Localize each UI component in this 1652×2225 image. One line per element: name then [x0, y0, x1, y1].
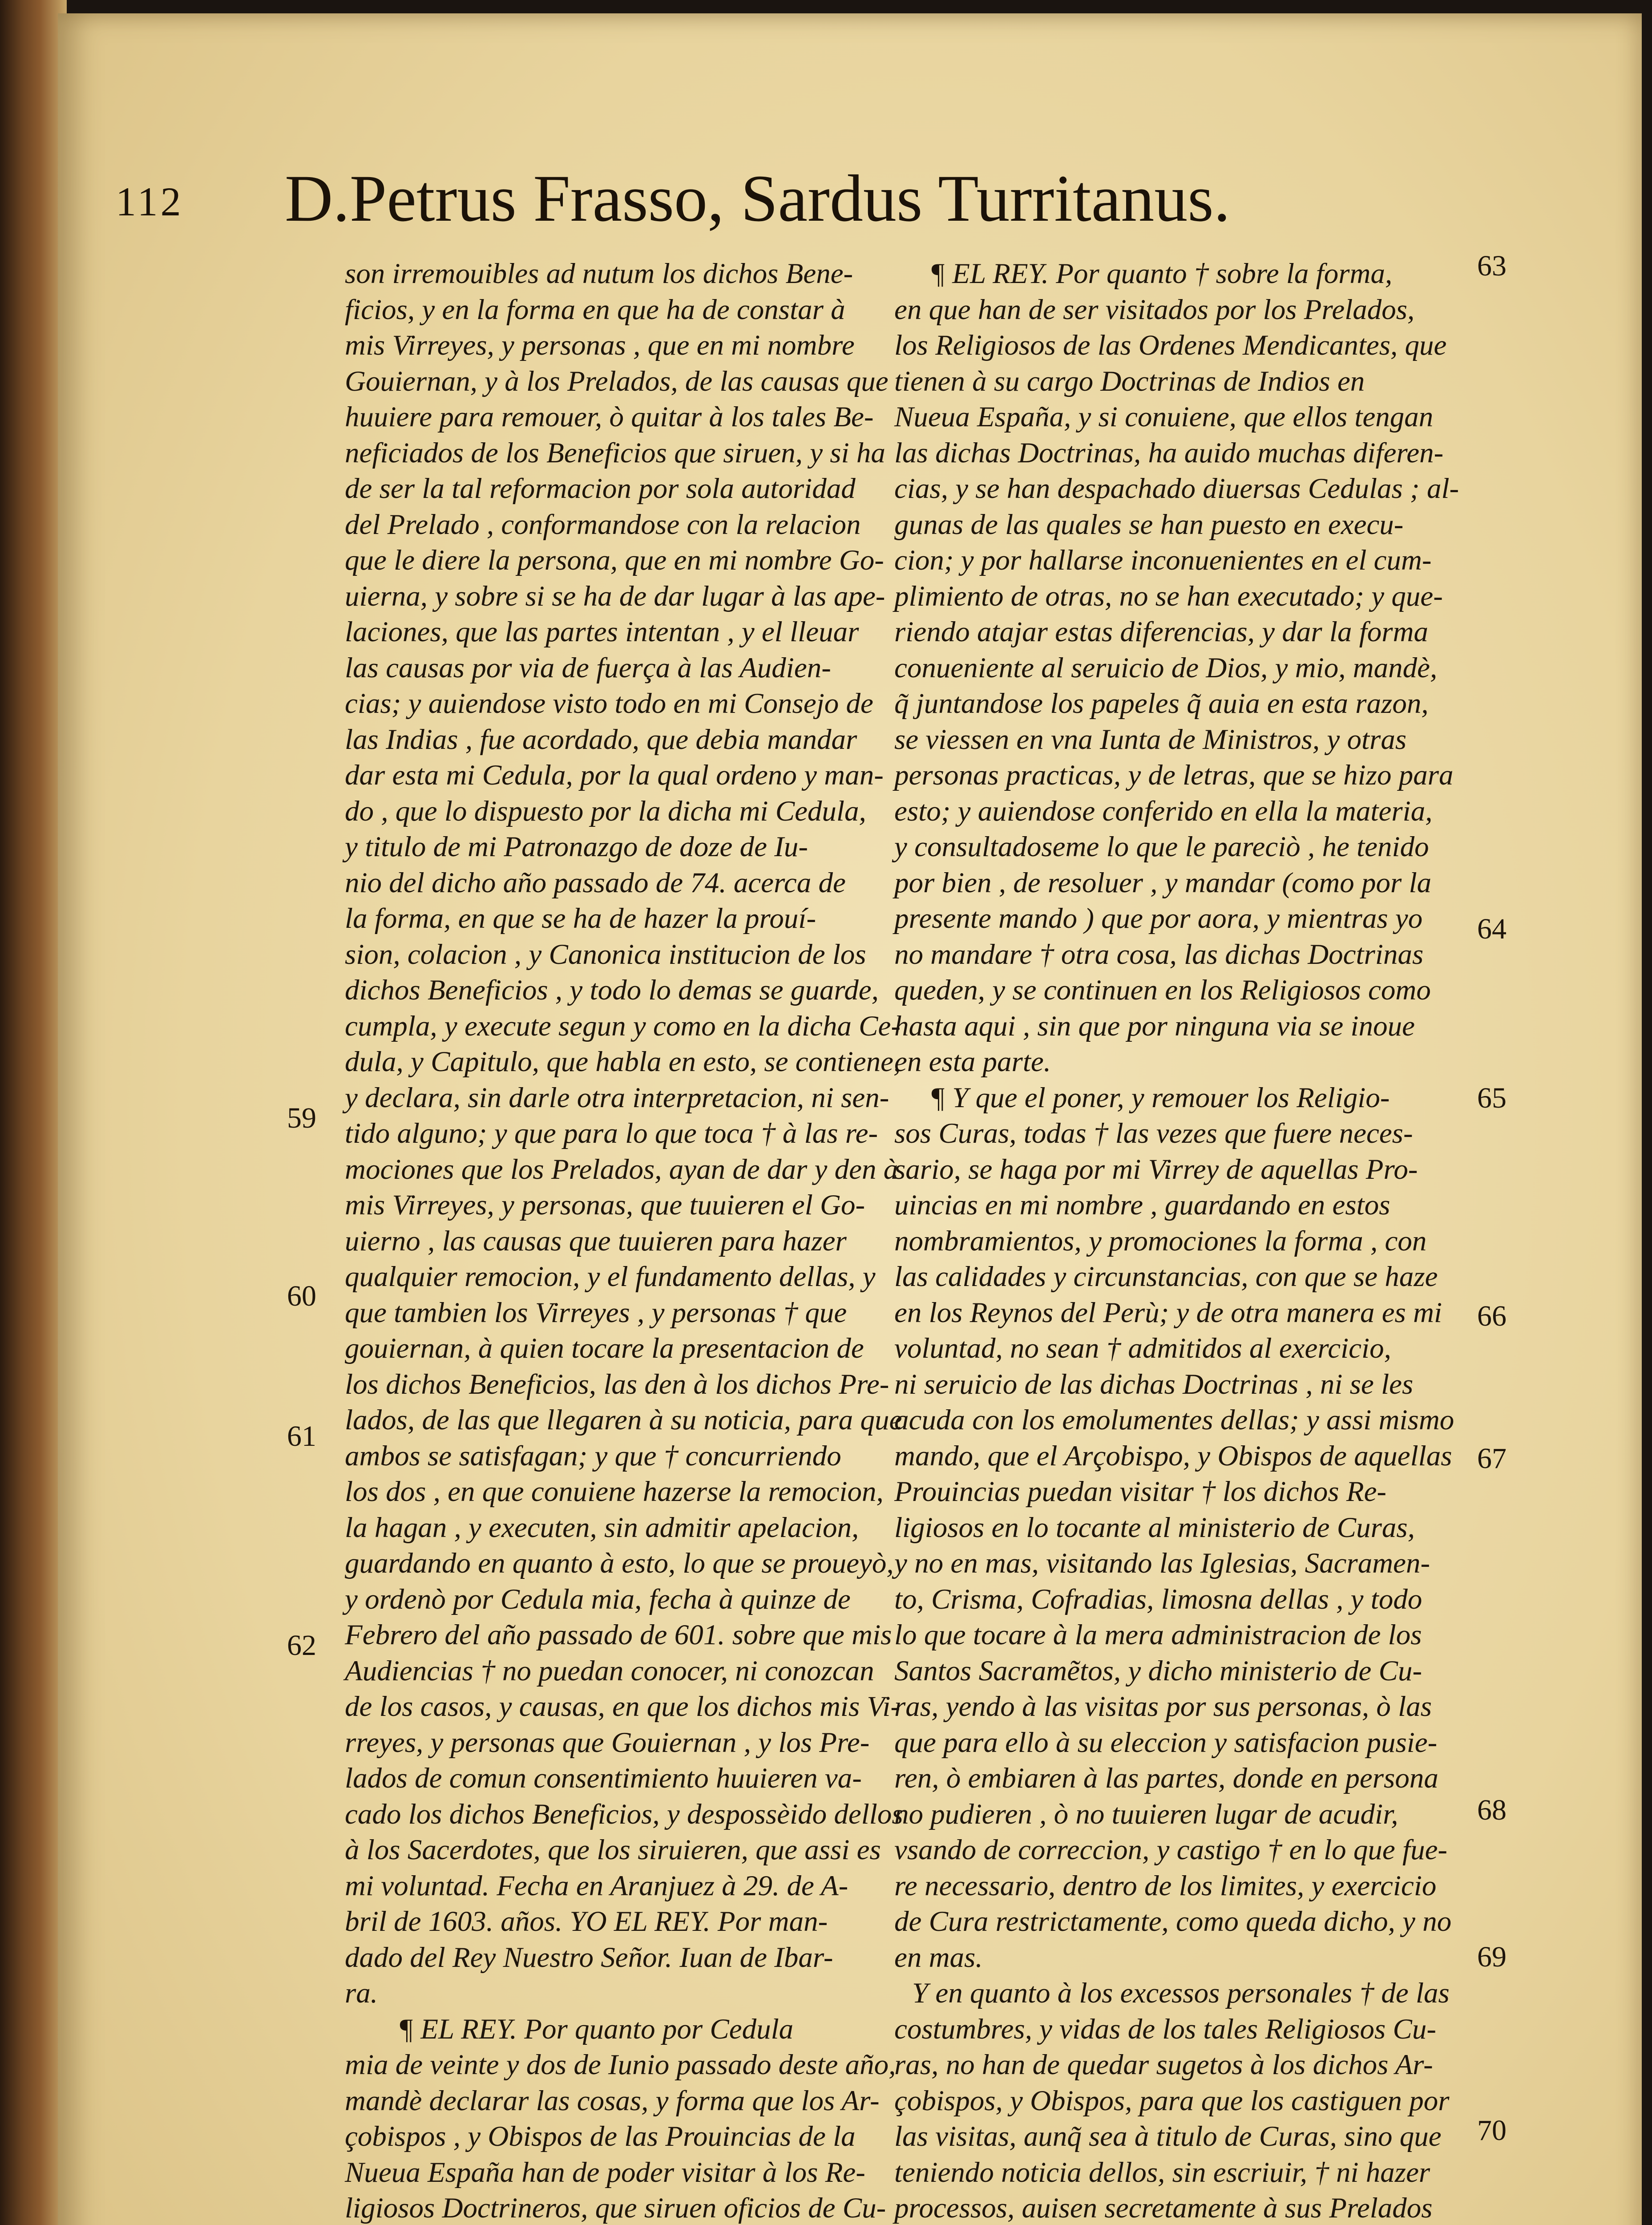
text-line: Prouincias puedan visitar † los dichos Re-: [894, 1476, 1387, 1508]
text-line: cado los dichos Beneficios, y despossèido dellos: [345, 1798, 903, 1830]
margin-number-70: 70: [1477, 2114, 1507, 2147]
text-line: huuiere para remouer, ò quitar à los tales Be-: [345, 401, 874, 433]
text-line: costumbres, y vidas de los tales Religiosos Cu-: [894, 2013, 1437, 2045]
text-line: y no en mas, visitando las Iglesias, Sacramen-: [894, 1547, 1430, 1579]
text-line: en que han de ser visitados por los Prelados,: [894, 293, 1415, 326]
text-line: laciones, que las partes intentan , y el lleuar: [345, 616, 859, 648]
margin-number-68: 68: [1477, 1794, 1507, 1826]
margin-number-65: 65: [1477, 1082, 1507, 1114]
text-line: por bien , de resoluer , y mandar (como por la: [894, 866, 1432, 899]
text-line: y titulo de mi Patronazgo de doze de Iu-: [345, 831, 808, 863]
text-line: ligiosos en lo tocante al ministerio de Curas,: [894, 1511, 1415, 1544]
margin-number-66: 66: [1477, 1300, 1507, 1332]
text-line: y declara, sin darle otra interpretacion, ni sen-: [345, 1081, 889, 1114]
text-line: nombramientos, y promociones la forma , con: [894, 1225, 1427, 1257]
margin-number-64: 64: [1477, 913, 1507, 945]
text-line: ¶ EL REY. Por quanto † sobre la forma,: [930, 258, 1393, 290]
text-line: to, Crisma, Cofradias, limosna dellas , y todo: [894, 1583, 1422, 1615]
text-line: sos Curas, todas † las vezes que fuere neces-: [894, 1117, 1413, 1149]
text-line: Gouiernan, y à los Prelados, de las causas que: [345, 365, 889, 397]
text-line: y consultadoseme lo que le pareciò , he tenido: [894, 831, 1429, 863]
text-line: presente mando ) que por aora, y mientras yo: [894, 902, 1423, 934]
text-line: riendo atajar estas diferencias, y dar la forma: [894, 616, 1429, 648]
text-line: y ordenò por Cedula mia, fecha à quinze de: [345, 1583, 851, 1615]
text-line: de Cura restrictamente, como queda dicho, y no: [894, 1905, 1452, 1938]
text-line: las visitas, aunq̃ sea à titulo de Curas, sino que: [894, 2120, 1442, 2152]
text-line: Audiencias † no puedan conocer, ni conozcan: [345, 1655, 874, 1687]
text-line: no pudieren , ò no tuuieren lugar de acudir,: [894, 1798, 1398, 1830]
margin-number-67: 67: [1477, 1442, 1507, 1475]
text-line: plimiento de otras, no se han executado; y que-: [894, 580, 1443, 612]
text-line: del Prelado , conformandose con la relacion: [345, 508, 861, 541]
text-line: mociones que los Prelados, ayan de dar y den à: [345, 1153, 898, 1185]
text-line: en mas.: [894, 1941, 983, 1974]
text-line: mis Virreyes, y personas , que en mi nombre: [345, 329, 855, 361]
text-line: gunas de las quales se han puesto en execu-: [894, 508, 1404, 541]
text-line: ligiosos Doctrineros, que siruen oficios de Cu-: [345, 2192, 886, 2224]
text-line: queden, y se continuen en los Religiosos como: [894, 974, 1431, 1006]
text-line: de los casos, y causas, en que los dichos mis Vi-: [345, 1691, 901, 1723]
text-line: personas practicas, y de letras, que se hizo para: [894, 759, 1454, 791]
text-line: esto; y auiendose conferido en ella la materia,: [894, 795, 1433, 827]
text-line: dado del Rey Nuestro Señor. Iuan de Ibar-: [345, 1941, 833, 1974]
text-line: la forma, en que se ha de hazer la prouí-: [345, 902, 816, 934]
text-line: hasta aqui , sin que por ninguna via se inoue: [894, 1010, 1415, 1042]
text-line: lados de comun consentimiento huuieren va-: [345, 1762, 862, 1794]
text-line: lo que tocare à la mera administracion de los: [894, 1619, 1422, 1651]
text-line: las dichas Doctrinas, ha auido muchas diferen-: [894, 437, 1444, 469]
text-line: los Religiosos de las Ordenes Mendicantes, que: [894, 329, 1447, 361]
text-line: no mandare † otra cosa, las dichas Doctrinas: [894, 938, 1424, 971]
text-line: ni seruicio de las dichas Doctrinas , ni se les: [894, 1368, 1414, 1400]
text-line: mi voluntad. Fecha en Aranjuez à 29. de A-: [345, 1869, 848, 1902]
text-line: los dos , en que conuiene hazerse la remocion,: [345, 1476, 884, 1508]
text-line: mandè declarar las cosas, y forma que los Ar-: [345, 2084, 880, 2117]
text-line: guardando en quanto à esto, lo que se proueyò,: [345, 1547, 894, 1579]
text-line: rreyes, y personas que Gouiernan , y los Pre-: [345, 1726, 870, 1759]
text-line: neficiados de los Beneficios que siruen, y si ha: [345, 437, 885, 469]
margin-number-63: 63: [1477, 250, 1507, 282]
text-line: las causas por via de fuerça à las Audien-: [345, 651, 831, 684]
text-line: voluntad, no sean † admitidos al exercicio,: [894, 1332, 1391, 1364]
text-line: que para ello à su eleccion y satisfacion pusie-: [894, 1726, 1438, 1759]
text-line: çobispos, y Obispos, para que los castiguen por: [894, 2084, 1450, 2117]
text-line: lados, de las que llegaren à su noticia, para que: [345, 1404, 902, 1436]
text-line: re necessario, dentro de los limites, y exercicio: [894, 1869, 1437, 1902]
text-line: la hagan , y executen, sin admitir apelacion,: [345, 1511, 859, 1544]
text-line: que tambien los Virreyes , y personas † que: [345, 1296, 847, 1329]
text-line: que le diere la persona, que en mi nombre Go-: [345, 544, 884, 576]
margin-number-59: 59: [287, 1102, 316, 1134]
text-line: ras, no han de quedar sugetos à los dichos Ar-: [894, 2049, 1433, 2081]
text-line: teniendo noticia dellos, sin escriuir, † ni hazer: [894, 2156, 1430, 2189]
text-line: q̃ juntandose los papeles q̃ auia en esta razon,: [894, 688, 1429, 720]
book-spine: [0, 0, 67, 2225]
text-line: Nueua España, y si conuiene, que ellos tengan: [894, 401, 1434, 433]
text-line: las Indias , fue acordado, que debia mandar: [345, 723, 857, 756]
text-line: acuda con los emolumentes dellas; y assi mismo: [894, 1404, 1454, 1436]
text-line: sario, se haga por mi Virrey de aquellas Pro-: [894, 1153, 1418, 1185]
text-line: dar esta mi Cedula, por la qual ordeno y man-: [345, 759, 884, 791]
text-line: vsando de correccion, y castigo † en lo que fue-: [894, 1834, 1448, 1866]
text-line: nio del dicho año passado de 74. acerca de: [345, 866, 846, 899]
text-line: cion; y por hallarse inconuenientes en el cum-: [894, 544, 1432, 576]
text-line: ficios, y en la forma en que ha de constar à: [345, 293, 845, 326]
page-number: 112: [116, 179, 184, 224]
text-line: çobispos , y Obispos de las Prouincias de la: [345, 2120, 856, 2152]
margin-number-61: 61: [287, 1420, 316, 1452]
text-line: sion, colacion , y Canonica institucion de los: [345, 938, 866, 971]
right-text-column: [894, 256, 1459, 2225]
text-line: mis Virreyes, y personas, que tuuieren el Go-: [345, 1189, 865, 1221]
text-line: en los Reynos del Perù; y de otra manera es mi: [894, 1296, 1442, 1329]
text-line: ras, yendo à las visitas por sus personas, ò las: [894, 1691, 1432, 1723]
text-line: Febrero del año passado de 601. sobre que mis: [345, 1619, 892, 1651]
text-line: ¶ EL REY. Por quanto por Cedula: [398, 2013, 794, 2045]
running-head: D.Petrus Frasso, Sardus Turritanus.: [285, 162, 1231, 235]
text-line: dula, y Capitulo, que habla en esto, se contiene,: [345, 1046, 901, 1078]
text-line: conueniente al seruicio de Dios, y mio, mandè,: [894, 651, 1438, 684]
text-line: cias; y auiendose visto todo en mi Consejo de: [345, 688, 873, 720]
text-line: mando, que el Arçobispo, y Obispos de aquellas: [894, 1440, 1452, 1472]
text-line: dichos Beneficios , y todo lo demas se guarde,: [345, 974, 879, 1006]
left-text-column: [345, 256, 903, 2225]
text-line: los dichos Beneficios, las den à los dichos Pre-: [345, 1368, 889, 1400]
text-line: de ser la tal reformacion por sola autoridad: [345, 473, 856, 505]
text-line: tienen à su cargo Doctrinas de Indios en: [894, 365, 1365, 397]
page-header: [116, 160, 1450, 249]
text-line: se viessen en vna Iunta de Ministros, y otras: [894, 723, 1407, 756]
text-line: ren, ò embiaren à las partes, donde en persona: [894, 1762, 1438, 1794]
margin-number-69: 69: [1477, 1941, 1507, 1973]
text-line: son irremouibles ad nutum los dichos Bene-: [345, 258, 853, 290]
text-line: processos, auisen secretamente à sus Prelados: [894, 2192, 1433, 2224]
text-line: Nueua España han de poder visitar à los Re-: [345, 2156, 865, 2189]
text-line: uierno , las causas que tuuieren para hazer: [345, 1225, 847, 1257]
text-line: en esta parte.: [894, 1046, 1051, 1078]
text-line: tido alguno; y que para lo que toca † à las re-: [345, 1117, 878, 1149]
text-line: uierna, y sobre si se ha de dar lugar à las ape-: [345, 580, 885, 612]
text-line: uincias en mi nombre , guardando en estos: [894, 1189, 1390, 1221]
text-line: mia de veinte y dos de Iunio passado deste año,: [345, 2049, 896, 2081]
text-line: bril de 1603. años. YO EL REY. Por man-: [345, 1905, 828, 1938]
text-line: ambos se satisfagan; y que † concurriendo: [345, 1440, 841, 1472]
text-line: gouiernan, à quien tocare la presentacion de: [345, 1332, 864, 1364]
margin-number-60: 60: [287, 1280, 316, 1312]
text-line: Santos Sacramẽtos, y dicho ministerio de Cu-: [894, 1655, 1422, 1687]
text-line: qualquier remocion, y el fundamento dellas, y: [345, 1261, 876, 1293]
text-line: Y en quanto à los excessos personales † de las: [912, 1977, 1450, 2009]
text-line: ¶ Y que el poner, y remouer los Religio-: [930, 1081, 1390, 1114]
text-line: cias, y se han despachado diuersas Cedulas ; al-: [894, 473, 1459, 505]
text-line: à los Sacerdotes, que los siruieren, que assi es: [345, 1834, 881, 1866]
margin-number-62: 62: [287, 1629, 316, 1662]
text-line: las calidades y circunstancias, con que se haze: [894, 1261, 1438, 1293]
text-line: cumpla, y execute segun y como en la dicha Ce-: [345, 1010, 901, 1042]
text-line: do , que lo dispuesto por la dicha mi Cedula,: [345, 795, 866, 827]
text-line: ra.: [345, 1977, 378, 2009]
